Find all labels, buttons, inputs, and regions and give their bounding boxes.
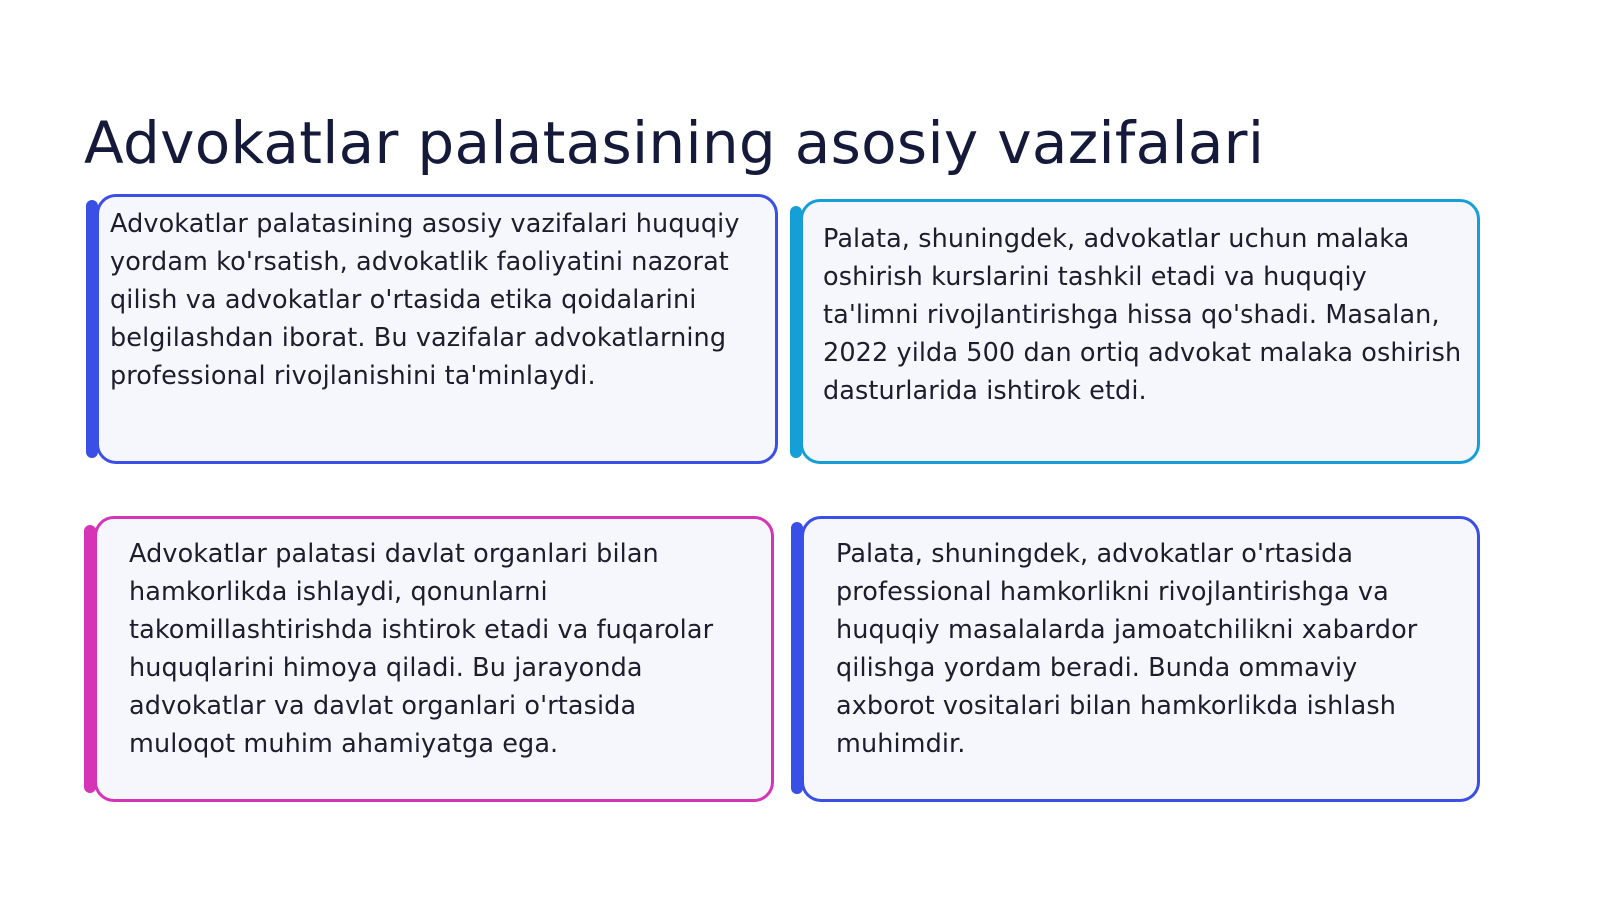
slide-title: Advokatlar palatasining asosiy vazifalari xyxy=(84,109,1265,177)
info-card-2 xyxy=(800,199,1480,464)
info-card-1 xyxy=(96,194,778,464)
card-accent-bar xyxy=(791,522,803,794)
card-accent-bar xyxy=(84,525,96,793)
info-card-4 xyxy=(801,516,1480,802)
card-accent-bar xyxy=(790,206,802,458)
card-text: Advokatlar palatasining asosiy vazifalari huquqiy yordam ko'rsatish, advokatlik faoliyatini nazorat qilish va advokatlar o'rtasida etika qoidalarini belgilashdan iborat. Bu vazifalar advokatlarning professional rivojlanishini ta'minlaydi. xyxy=(110,209,740,391)
card-accent-bar xyxy=(86,200,98,458)
card-text: Palata, shuningdek, advokatlar uchun malaka oshirish kurslarini tashkil etadi va huquqiy ta'limni rivojlantirishga hissa qo'shadi. Masalan, 2022 yilda 500 dan ortiq advokat malaka oshirish dasturlarida ishtirok etdi. xyxy=(823,224,1462,406)
card-text: Palata, shuningdek, advokatlar o'rtasida professional hamkorlikni rivojlantirishga va huquqiy masalalarda jamoatchilikni xabardor qilishga yordam beradi. Bunda ommaviy axborot vositalari bilan hamkorlikda ishlash muhimdir. xyxy=(836,539,1418,759)
info-card-3 xyxy=(94,516,774,802)
card-text: Advokatlar palatasi davlat organlari bilan hamkorlikda ishlaydi, qonunlarni takomillashtirishda ishtirok etadi va fuqarolar huquqlarini himoya qiladi. Bu jarayonda advokatlar va davlat organlari o'rtasida muloqot muhim ahamiyatga ega. xyxy=(129,539,714,759)
